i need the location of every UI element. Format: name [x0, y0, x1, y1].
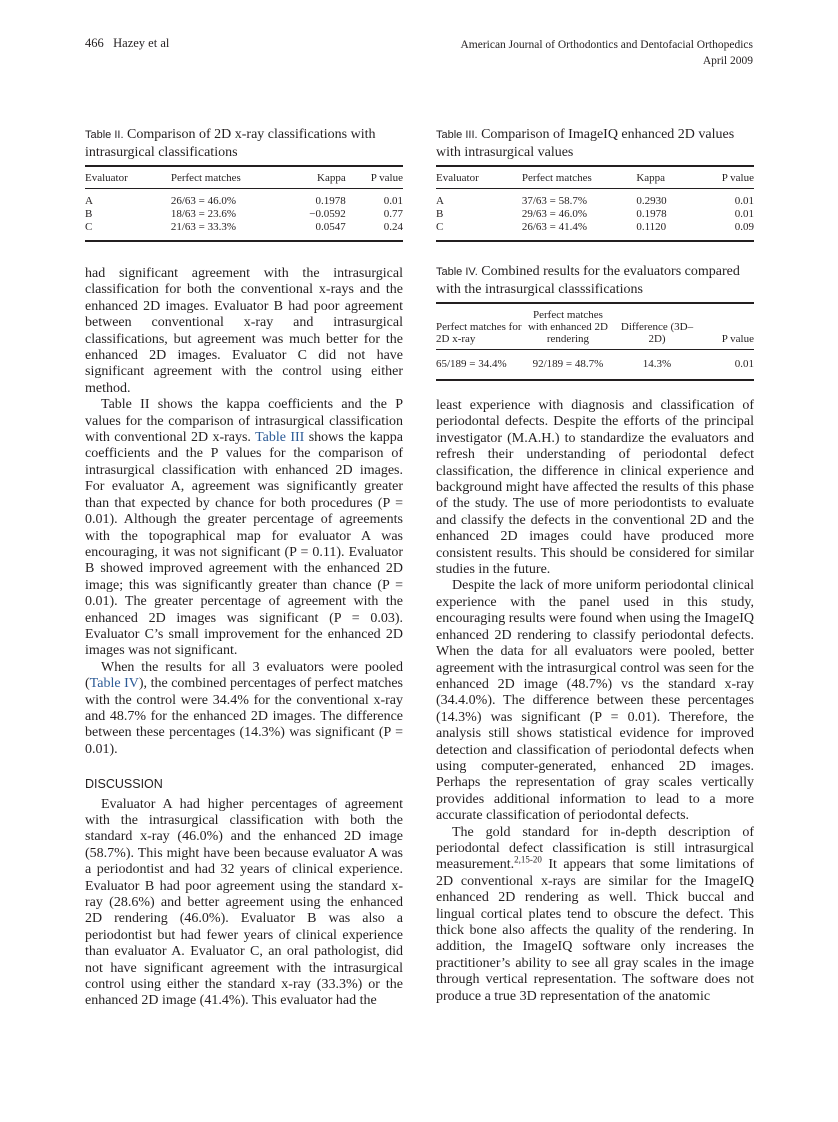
table-cell: 26/63 = 46.0%: [170, 195, 237, 207]
table-cell: 26/63 = 41.4%: [522, 221, 636, 241]
table-row: [436, 221, 754, 241]
column-header: P value: [346, 166, 403, 189]
table-row: [85, 208, 403, 221]
table-row: [436, 208, 754, 221]
table-cell: 0.1978: [636, 208, 667, 220]
column-header: Evaluator: [85, 166, 171, 189]
paragraph: [436, 578, 754, 824]
table-cell: 0.1978: [315, 195, 346, 207]
column-header: Perfect matches with enhanced 2D rendering: [522, 303, 614, 350]
header-row: [436, 166, 754, 189]
table-2: [85, 126, 403, 242]
table-cell: 65/189 = 34.4%: [436, 350, 522, 381]
paragraph-text: When the results for all 3 evaluators were pooled (: [85, 659, 403, 692]
table-cell: 92/189 = 48.7%: [522, 350, 614, 381]
table-cell: A: [436, 195, 444, 207]
table-cell: 21/63 = 33.3%: [171, 221, 276, 241]
paragraph-text: least experience with diagnosis and classification of periodontal defects. Despite the efforts of the principal investigator (M.A.H.) to standardize the evaluators and refresh their understanding of periodontal defect classification, the difference in clinical experience and background might have affected the results of this phase of the study. The use of more periodontists to evaluate and classify the defects in the conventional 2D and the enhanced 2D images could have produced more consistent results. This should be considered for similar studies in the future.: [436, 398, 754, 578]
running-header-left: [85, 36, 169, 51]
paragraph-text: Despite the lack of more uniform periodontal clinical experience with the panel used in this study, encouraging results were found when using the ImageIQ enhanced 2D rendering to classify periodontal defects. When the data for all evaluators were pooled, better agreement with the intrasurgical control was seen for the enhanced 2D image (48.7%) vs the standard x-ray (34.4.0%). The difference between these percentages (14.3%) was significant (P = 0.01). Therefore, the analysis still shows statistical evidence for improved detection and classification of periodontal defects when using computer-generated, enhanced 2D images. Perhaps the representation of gray scales vertically provides additional information to lead to a more accurate classification of periodontal defects.: [436, 578, 754, 824]
table-cell: 0.01: [383, 195, 403, 207]
column-header: Evaluator: [436, 166, 522, 189]
issue-date: April 2009: [702, 55, 753, 67]
table-reference-link[interactable]: Table IV: [89, 676, 139, 692]
table-4-caption: Table IV. Combined results for the evaluators compared with the intrasurgical classsifications: [436, 264, 740, 297]
table-cell: B: [85, 208, 93, 220]
column-header: Difference (3D–2D): [614, 303, 700, 350]
running-header-right: [460, 37, 753, 69]
paragraph: [436, 825, 754, 1005]
column-header: Kappa: [276, 166, 346, 189]
column-header: Perfect matches for 2D x-ray: [436, 303, 522, 350]
table-cell: 0.24: [346, 221, 403, 241]
paragraph-text: had significant agreement with the intrasurgical classification for both the conventional x-rays and the enhanced 2D images. Evaluator B had poor agreement between conventional x-ray and intrasurgical classifications, but agreement was much better for the enhanced 2D images. Evaluator C did not have significant agreement with the control using either method.: [85, 266, 403, 396]
table-cell: −0.0592: [309, 208, 346, 220]
table-cell: 29/63 = 46.0%: [521, 208, 588, 220]
table-4-grid: [436, 302, 754, 381]
table-reference-link[interactable]: Table III: [255, 430, 305, 446]
table-row: [436, 189, 754, 209]
column-header: P value: [700, 303, 754, 350]
column-header: Kappa: [636, 166, 706, 189]
table-cell: A: [85, 195, 93, 207]
paragraph: [85, 397, 403, 660]
table-2-caption: Table II. Comparison of 2D x-ray classifications with intrasurgical classifications: [85, 127, 376, 160]
table-cell: 0.2930: [636, 195, 667, 207]
table-row: [436, 350, 754, 381]
header-row: [436, 303, 754, 350]
paragraph-text: It appears that some limitations of 2D conventional x-rays are similar for the ImageIQ enhanced 2D rendering as well. Thick buccal and lingual cortical plates tend to obscure the defect. This thick bone also affects the quality of the rendering. In addition, the ImageIQ software only increases the practitioner’s ability to see all gray scales in the image through vertical representation. The software does not produce a true 3D representation of the anatomic: [436, 857, 754, 1004]
table-cell: 18/63 = 23.6%: [170, 208, 237, 220]
table-row: [85, 189, 403, 209]
column-header: Perfect matches: [522, 166, 636, 189]
right-column-text: [436, 398, 754, 1005]
table-cell: 0.01: [734, 208, 754, 220]
table-cell: B: [436, 208, 444, 220]
column-header: Perfect matches: [171, 166, 276, 189]
section-heading: DISCUSSION: [85, 777, 163, 792]
table-cell: 0.0547: [276, 221, 346, 241]
citation-reference[interactable]: 2,15-20: [514, 854, 542, 865]
table-3: [436, 126, 754, 242]
paragraph-text: Table II shows the kappa coefficients and the P values for the comparison of intrasurgical classification with conventional 2D x-rays.: [85, 397, 403, 446]
table-cell: 0.01: [734, 195, 754, 207]
header-row: [85, 166, 403, 189]
paragraph-text: The gold standard for in-depth description of periodontal defect classification is still intrasurgical measurement.: [436, 824, 754, 873]
paragraph-text: ), the combined percentages of perfect matches with the control were 34.4% for the conventional x-ray and 48.7% for the enhanced 2D images. The difference between these percentages (14.3%) was significant (P = 0.01).: [85, 676, 403, 757]
table-cell: 14.3%: [614, 350, 700, 381]
paragraph: [436, 398, 754, 578]
table-cell: 37/63 = 58.7%: [521, 195, 588, 207]
paragraph-text: Evaluator A had higher percentages of agreement with the intrasurgical classification with both the standard x-ray (46.0%) and the enhanced 2D image (58.7%). This might have been because evaluator A was a periodontist and had 32 years of clinical experience. Evaluator B had poor agreement using the standard x-ray (28.6%) and better agreement using the enhanced 2D rendering (46.0%). Evaluator B was also a periodontist but had fewer years of clinical experience than evaluator A. Evaluator C, an oral pathologist, did not have significant agreement with the intrasurgical control using either the standard x-ray (33.3%) or the enhanced 2D image (41.4%). This evaluator had the: [85, 796, 403, 1009]
paragraph: [85, 266, 403, 397]
table-cell: 0.01: [700, 350, 754, 381]
journal-name: American Journal of Orthodontics and Dentofacial Orthopedics: [460, 39, 753, 51]
table-3-grid: [436, 165, 754, 242]
table-2-grid: [85, 165, 403, 242]
table-3-caption: Table III. Comparison of ImageIQ enhanced 2D values with intrasurgical values: [436, 127, 735, 160]
table-4: [436, 263, 754, 381]
table-cell: 0.77: [383, 208, 403, 220]
left-column-text: [85, 266, 403, 1010]
table-cell: 0.1120: [636, 221, 706, 241]
table-row: [85, 221, 403, 241]
table-cell: 0.09: [706, 221, 754, 241]
table-cell: C: [85, 221, 171, 241]
table-cell: C: [436, 221, 522, 241]
page-number: 466: [85, 36, 104, 50]
paragraph: [85, 797, 403, 1010]
column-header: P value: [706, 166, 754, 189]
paragraph: [85, 660, 403, 758]
authors: Hazey et al: [113, 36, 170, 50]
paragraph-text: shows the kappa coefficients and the P values for the comparison of intrasurgical classification with enhanced 2D images. For evaluator A, agreement was significantly greater than that expected by chance for both procedures (P = 0.01). Although the greater percentage of agreements with the topographical map for evaluator A was encouraging, it was not significant (P = 0.11). Evaluator B showed improved agreement with the enhanced 2D image; this was significantly greater than chance (P = 0.01). The greater percentage of agreement with the enhanced 2D images was significant (P = 0.03). Evaluator C’s small improvement for the enhanced 2D images was not significant.: [85, 430, 403, 659]
